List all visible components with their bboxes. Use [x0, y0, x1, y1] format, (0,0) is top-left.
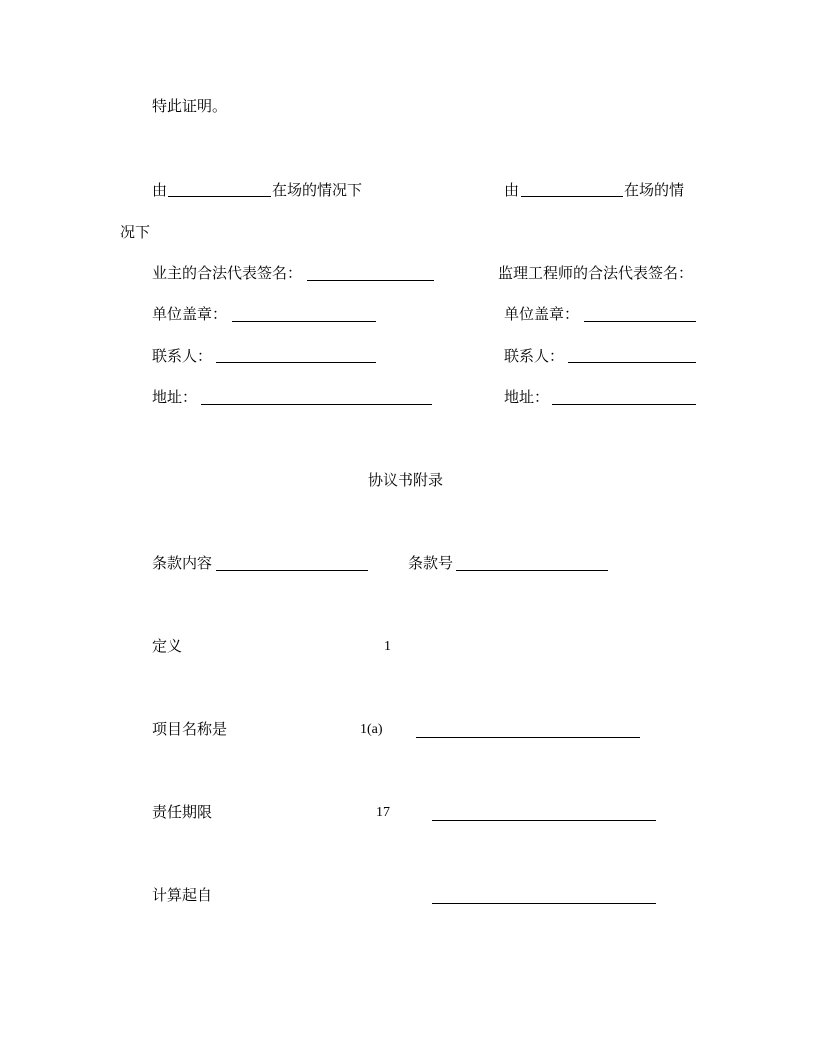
owner-seal-label: 单位盖章：	[152, 305, 228, 323]
owner-contact-label: 联系人：	[152, 347, 213, 365]
row-clause: 17	[376, 805, 390, 820]
clause-content-field[interactable]	[216, 570, 368, 571]
witness-prefix-left: 由	[152, 181, 168, 199]
owner-seal-field[interactable]	[232, 321, 376, 322]
project-name-field[interactable]	[416, 737, 640, 738]
row-label: 定义	[152, 637, 183, 655]
row-label: 责任期限	[152, 803, 213, 821]
clause-no-label: 条款号	[408, 554, 454, 572]
witness-blank-right[interactable]	[521, 196, 623, 197]
witness-wrap: 况下	[120, 223, 151, 241]
owner-address-field[interactable]	[201, 404, 432, 405]
row-label: 项目名称是	[152, 720, 228, 738]
row-clause: 1(a)	[360, 722, 383, 737]
row-clause: 1	[384, 639, 391, 654]
witness-suffix-right: 在场的情	[624, 181, 685, 199]
clause-content-label: 条款内容	[152, 554, 213, 572]
engineer-address-label: 地址：	[504, 388, 550, 406]
owner-sign-field[interactable]	[307, 280, 434, 281]
row-label: 计算起自	[152, 886, 213, 904]
clause-no-field[interactable]	[456, 570, 608, 571]
appendix-title: 协议书附录	[368, 471, 444, 489]
owner-sign-label: 业主的合法代表签名：	[152, 264, 303, 282]
engineer-seal-label: 单位盖章：	[504, 305, 580, 323]
owner-contact-field[interactable]	[216, 362, 376, 363]
witness-suffix-left: 在场的情况下	[272, 181, 363, 199]
certify-text: 特此证明。	[152, 97, 228, 115]
liability-period-field[interactable]	[432, 820, 656, 821]
engineer-contact-label: 联系人：	[504, 347, 565, 365]
engineer-seal-field[interactable]	[584, 321, 696, 322]
owner-address-label: 地址：	[152, 388, 198, 406]
engineer-contact-field[interactable]	[568, 362, 696, 363]
witness-prefix-right: 由	[504, 181, 520, 199]
witness-blank-left[interactable]	[168, 196, 271, 197]
calculated-from-field[interactable]	[432, 903, 656, 904]
engineer-sign-label: 监理工程师的合法代表签名：	[498, 264, 694, 282]
engineer-address-field[interactable]	[552, 404, 696, 405]
